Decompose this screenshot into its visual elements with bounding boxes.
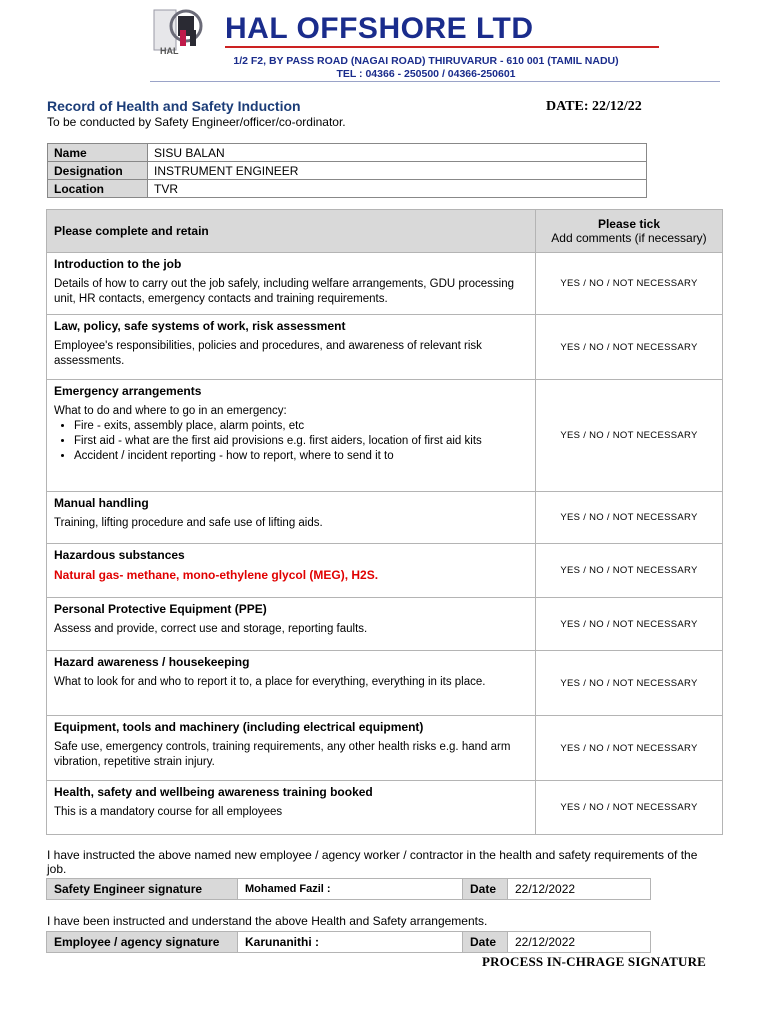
employee-signature-label: Employee / agency signature — [47, 932, 238, 953]
table-row — [47, 598, 723, 651]
info-value: SISU BALAN — [148, 144, 647, 162]
item-description: This is a mandatory course for all employees — [54, 806, 283, 818]
engineer-signature-value[interactable]: Mohamed Fazil : — [238, 879, 463, 900]
tick-options[interactable]: YES / NO / NOT NECESSARY — [536, 716, 723, 781]
instructed-statement: I have instructed the above named new employee / agency worker / contractor in the health and safety requirements of the job. — [47, 848, 698, 876]
item-heading: Manual handling — [54, 496, 149, 510]
document-subtitle: To be conducted by Safety Engineer/officer/co-ordinator. — [47, 115, 346, 129]
info-label: Designation — [48, 162, 148, 180]
item-description: Safe use, emergency controls, training requirements, any other health risks e.g. hand arm vibration, repetitive strain injury. — [54, 741, 511, 768]
item-heading: Hazardous substances — [54, 548, 185, 562]
company-logo — [150, 6, 218, 56]
column-header-tick-title: Please tick — [597, 217, 661, 231]
employee-date-value[interactable]: 22/12/2022 — [508, 932, 651, 953]
emergency-bullets — [54, 419, 528, 464]
item-heading: Equipment, tools and machinery (including electrical equipment) — [54, 720, 424, 734]
item-heading: Law, policy, safe systems of work, risk assessment — [54, 319, 346, 333]
item-description: Assess and provide, correct use and storage, reporting faults. — [54, 623, 368, 635]
employee-info-table — [47, 143, 647, 198]
process-incharge-signature: PROCESS IN-CHRAGE SIGNATURE — [482, 954, 707, 969]
table-row — [47, 781, 723, 835]
table-row — [47, 716, 723, 781]
tick-options[interactable]: YES / NO / NOT NECESSARY — [536, 315, 723, 380]
tick-options[interactable]: YES / NO / NOT NECESSARY — [536, 544, 723, 598]
list-item: • Accident / incident reporting - how to report, where to send it to — [74, 449, 528, 464]
employee-date-label: Date — [463, 932, 508, 953]
info-row-location — [48, 180, 647, 198]
info-row-designation — [48, 162, 647, 180]
table-row — [47, 380, 723, 492]
tick-options[interactable]: YES / NO / NOT NECESSARY — [536, 781, 723, 835]
item-description: Training, lifting procedure and safe use of lifting aids. — [54, 517, 323, 529]
table-row — [47, 492, 723, 544]
engineer-date-label: Date — [463, 879, 508, 900]
employee-signature-table — [46, 931, 651, 953]
info-value: TVR — [148, 180, 647, 198]
tick-options[interactable]: YES / NO / NOT NECESSARY — [536, 253, 723, 315]
table-row — [47, 253, 723, 315]
item-heading: Hazard awareness / housekeeping — [54, 655, 250, 669]
company-address: 1/2 F2, BY PASS ROAD (NAGAI ROAD) THIRUVARUR - 610 001 (TAMIL NADU) — [233, 55, 619, 67]
header-divider — [150, 81, 720, 82]
document-title: Record of Health and Safety Induction — [47, 98, 301, 114]
item-heading: Personal Protective Equipment (PPE) — [54, 602, 267, 616]
column-header-tick — [536, 210, 723, 253]
item-heading: Emergency arrangements — [54, 384, 202, 398]
header-red-line — [225, 46, 659, 48]
tick-options[interactable]: YES / NO / NOT NECESSARY — [536, 380, 723, 492]
info-value: INSTRUMENT ENGINEER — [148, 162, 647, 180]
item-description: Details of how to carry out the job safely, including welfare arrangements, GDU processing unit, HR contacts, emergency contacts and training requirements. — [54, 278, 515, 305]
logo-text: HAL — [160, 46, 179, 56]
document-date: DATE: 22/12/22 — [546, 99, 642, 114]
table-row — [47, 315, 723, 380]
table-header-row — [47, 210, 723, 253]
list-item: • First aid - what are the first aid provisions e.g. first aiders, location of first aid kits — [74, 434, 528, 449]
table-row — [47, 651, 723, 716]
list-item: • Fire - exits, assembly place, alarm points, etc — [74, 419, 528, 434]
info-label: Location — [48, 180, 148, 198]
item-description: Employee's responsibilities, policies and procedures, and awareness of relevant risk assessments. — [54, 340, 482, 367]
item-description: What to look for and who to report it to, a place for everything, everything in its place. — [54, 676, 486, 688]
info-label: Name — [48, 144, 148, 162]
employee-signature-value[interactable]: Karunanithi : — [238, 932, 463, 953]
column-header-tick-sub: Add comments (if necessary) — [551, 231, 707, 245]
info-row-name — [48, 144, 647, 162]
tick-options[interactable]: YES / NO / NOT NECESSARY — [536, 598, 723, 651]
understood-statement: I have been instructed and understand the above Health and Safety arrangements. — [47, 914, 488, 928]
table-row — [47, 544, 723, 598]
item-description-highlight: Natural gas- methane, mono-ethylene glycol (MEG), H2S. — [54, 568, 379, 582]
induction-checklist-table — [46, 209, 723, 835]
engineer-date-value[interactable]: 22/12/2022 — [508, 879, 651, 900]
company-phone: TEL : 04366 - 250500 / 04366-250601 — [336, 68, 516, 80]
column-header-items: Please complete and retain — [47, 210, 536, 253]
tick-options[interactable]: YES / NO / NOT NECESSARY — [536, 651, 723, 716]
engineer-signature-table — [46, 878, 651, 900]
tick-options[interactable]: YES / NO / NOT NECESSARY — [536, 492, 723, 544]
engineer-signature-label: Safety Engineer signature — [47, 879, 238, 900]
company-name: HAL OFFSHORE LTD — [225, 12, 534, 45]
item-heading: Health, safety and wellbeing awareness training booked — [54, 785, 373, 799]
item-heading: Introduction to the job — [54, 257, 182, 271]
item-description: What to do and where to go in an emergency: — [54, 405, 287, 417]
